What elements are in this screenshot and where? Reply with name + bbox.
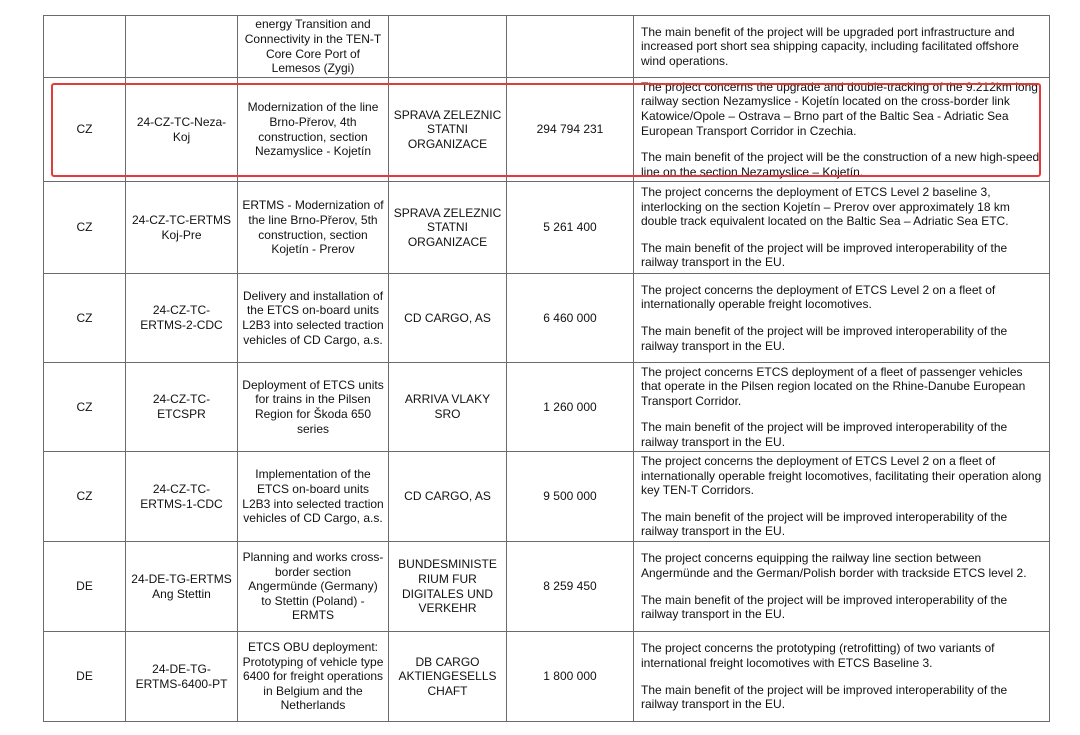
paragraph-gap <box>641 498 1045 510</box>
beneficiary-cell <box>389 16 507 78</box>
table-row <box>44 16 1050 78</box>
project-scope-text: The project concerns the upgrade and double-tracking of the 9.212km long railway section Nezamyslice - Kojetín located on the cross-border link Katowice/Opole – Ostrava – Brno part of the Baltic Sea - Adriatic Sea European Transport Corridor in Czechia. <box>641 79 1038 138</box>
projects-table <box>43 15 1050 722</box>
project-title-cell: energy Transition and Connectivity in the TEN-T Core Core Port of Lemesos (Zygi) <box>238 16 389 78</box>
project-scope-text: The project concerns the deployment of ETCS Level 2 baseline 3, interlocking on the section Kojetín – Prerov over approximately 18 km double track equivalent located on the Baltic Sea – Adriatic Sea ETC. <box>641 185 1010 229</box>
project-benefit-text: The main benefit of the project will be improved interoperability of the railway transport in the EU. <box>641 682 1008 712</box>
project-code-cell: 24-CZ-TC-ERTMS Koj-Pre <box>126 182 238 274</box>
amount-cell: 6 460 000 <box>507 274 634 363</box>
beneficiary-cell: ARRIVA VLAKY SRO <box>389 363 507 452</box>
table-row <box>44 632 1050 722</box>
beneficiary-cell: SPRAVA ZELEZNIC STATNI ORGANIZACE <box>389 78 507 182</box>
project-scope-text: The project concerns ETCS deployment of a fleet of passenger vehicles that operate in the Pilsen region located on the Rhine-Danube European Transport Corridor. <box>641 364 1026 408</box>
table-row <box>44 182 1050 274</box>
country-cell: DE <box>44 542 126 632</box>
project-code-cell: 24-CZ-TC-Neza-Koj <box>126 78 238 182</box>
amount-cell: 294 794 231 <box>507 78 634 182</box>
description-cell <box>634 274 1050 363</box>
table-row <box>44 542 1050 632</box>
table-row <box>44 452 1050 542</box>
paragraph-gap <box>641 408 1045 420</box>
project-title-cell: Implementation of the ETCS on-board units L2B3 into selected traction vehicles of CD Cargo, a.s. <box>238 452 389 542</box>
amount-cell <box>507 16 634 78</box>
paragraph-gap <box>641 229 1045 241</box>
project-title-cell: Delivery and installation of the ETCS on-board units L2B3 into selected traction vehicles of CD Cargo, a.s. <box>238 274 389 363</box>
amount-cell: 1 800 000 <box>507 632 634 722</box>
project-title-cell: Modernization of the line Brno-Přerov, 4th construction, section Nezamyslice - Kojetín <box>238 78 389 182</box>
beneficiary-cell: BUNDESMINISTE RIUM FUR DIGITALES UND VERKEHR <box>389 542 507 632</box>
project-benefit-text: The main benefit of the project will be improved interoperability of the railway transport in the EU. <box>641 240 1008 270</box>
project-benefit-text: The main benefit of the project will be the construction of a new high-speed line on the section Nezamyslice – Kojetín. <box>641 150 1040 179</box>
project-code-cell: 24-DE-TG-ERTMS Ang Stettin <box>126 542 238 632</box>
description-cell <box>634 542 1050 632</box>
project-scope-text: The project concerns equipping the railway line section between Angermünde and the German/Polish border with trackside ETCS level 2. <box>641 551 1027 580</box>
project-benefit-text: The main benefit of the project will be improved interoperability of the railway transport in the EU. <box>641 592 1008 622</box>
paragraph-gap <box>641 138 1045 150</box>
country-cell <box>44 16 126 78</box>
description-cell <box>634 16 1050 78</box>
project-code-cell: 24-CZ-TC-ERTMS-1-CDC <box>126 452 238 542</box>
project-title-cell: ETCS OBU deployment: Prototyping of vehicle type 6400 for freight operations in Belgium and the Netherlands <box>238 632 389 722</box>
description-cell <box>634 452 1050 542</box>
project-code-cell: 24-CZ-TC-ERTMS-2-CDC <box>126 274 238 363</box>
amount-cell: 9 500 000 <box>507 452 634 542</box>
country-cell: DE <box>44 632 126 722</box>
country-cell: CZ <box>44 452 126 542</box>
project-benefit-text: The main benefit of the project will be improved interoperability of the railway transport in the EU. <box>641 509 1008 539</box>
amount-cell: 5 261 400 <box>507 182 634 274</box>
project-title-cell: ERTMS - Modernization of the line Brno-Přerov, 5th construction, section Kojetín - Prerov <box>238 182 389 274</box>
project-benefit-text: The main benefit of the project will be improved interoperability of the railway transport in the EU. <box>641 324 1008 353</box>
table-row <box>44 78 1050 182</box>
paragraph-gap <box>641 581 1045 593</box>
project-scope-text: The project concerns the deployment of ETCS Level 2 on a fleet of internationally operable freight locomotives. <box>641 282 996 312</box>
amount-cell: 8 259 450 <box>507 542 634 632</box>
project-title-cell: Planning and works cross-border section Angermünde (Germany) to Stettin (Poland) - ERMTS <box>238 542 389 632</box>
country-cell: CZ <box>44 182 126 274</box>
paragraph-gap <box>641 671 1045 683</box>
description-cell <box>634 363 1050 452</box>
description-cell <box>634 78 1050 182</box>
country-cell: CZ <box>44 78 126 182</box>
country-cell: CZ <box>44 274 126 363</box>
table-row <box>44 274 1050 363</box>
project-code-cell <box>126 16 238 78</box>
beneficiary-cell: CD CARGO, AS <box>389 274 507 363</box>
projects-table-body <box>44 16 1050 722</box>
project-code-cell: 24-DE-TG-ERTMS-6400-PT <box>126 632 238 722</box>
description-cell <box>634 182 1050 274</box>
beneficiary-cell: DB CARGO AKTIENGESELLS CHAFT <box>389 632 507 722</box>
amount-cell: 1 260 000 <box>507 363 634 452</box>
beneficiary-cell: CD CARGO, AS <box>389 452 507 542</box>
project-title-cell: Deployment of ETCS units for trains in the Pilsen Region for Škoda 650 series <box>238 363 389 452</box>
project-scope-text: The project concerns the prototyping (retrofitting) of two variants of international freight locomotives with ETCS Baseline 3. <box>641 641 995 670</box>
description-cell <box>634 632 1050 722</box>
beneficiary-cell: SPRAVA ZELEZNIC STATNI ORGANIZACE <box>389 182 507 274</box>
project-code-cell: 24-CZ-TC-ETCSPR <box>126 363 238 452</box>
project-benefit-text: The main benefit of the project will be improved interoperability of the railway transport in the EU. <box>641 420 1008 449</box>
country-cell: CZ <box>44 363 126 452</box>
table-row <box>44 363 1050 452</box>
project-scope-text: The project concerns the deployment of ETCS Level 2 on a fleet of internationally operable freight locomotives, facilitating their operation along key TEN-T Corridors. <box>641 454 1042 498</box>
paragraph-gap <box>641 312 1045 324</box>
project-benefit-text: The main benefit of the project will be upgraded port infrastructure and increased port short sea shipping capacity, including facilitated offshore wind operations. <box>641 24 1019 68</box>
